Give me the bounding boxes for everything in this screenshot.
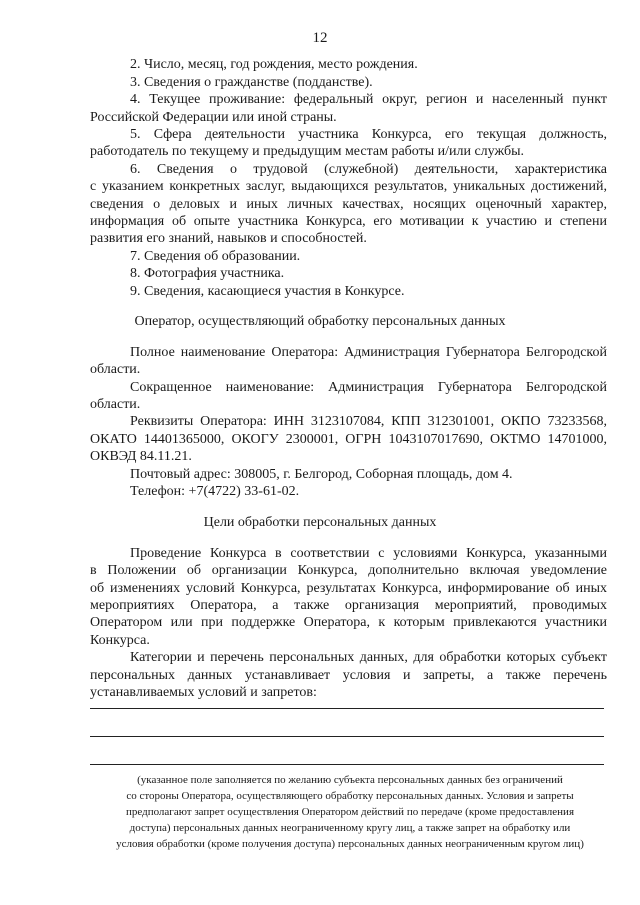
purpose-line: Проведение Конкурса в соответствии с условиями Конкурса, указанными [130,546,607,561]
list-item: с указанием конкретных заслуг, выдающихся результатов, уникальных достижений, [90,179,607,194]
purpose-line: Категории и перечень персональных данных, для обработки которых субъект [130,650,607,665]
fill-in-line [90,708,604,709]
list-item: 2. Число, месяц, год рождения, место рождения. [130,57,418,72]
operator-line: ОКАТО 14401365000, ОКОГУ 2300001, ОГРН 1043107017690, ОКТМО 14701000, [90,432,607,447]
list-item: 9. Сведения, касающиеся участия в Конкурсе. [130,284,405,299]
fill-in-line [90,764,604,765]
list-item: 6. Сведения о трудовой (служебной) деятельности, характеристика [130,162,607,177]
purpose-line: персональных данных устанавливает условия и запреты, а также перечень [90,668,607,683]
purpose-line: Оператором или при поддержке Оператора, к которым привлекаются участники [90,615,607,630]
list-item: 4. Текущее проживание: федеральный округ, регион и населенный пункт [130,92,607,107]
field-note: предполагают запрет осуществления Оператором действий по передаче (кроме предоставления [125,806,575,818]
list-item: информация об опыте участника Конкурса, его мотивации к участию и степени [90,214,607,229]
list-item: развития его знаний, навыков и способностей. [90,231,367,246]
operator-line: ОКВЭД 84.11.21. [90,449,192,464]
list-item: сведения о деловых и иных личных качествах, носящих оценочный характер, [90,197,607,212]
list-item: 3. Сведения о гражданстве (подданстве). [130,75,373,90]
operator-line: области. [90,362,141,377]
operator-line: области. [90,397,141,412]
field-note: условия обработки (кроме получения доступа) персональных данных неограниченным кругом лиц) [116,838,584,850]
section-heading-operator: Оператор, осуществляющий обработку персональных данных [134,314,506,329]
field-note: доступа) персональных данных неограниченному кругу лиц, а также запрет на обработку или [129,822,571,834]
field-note: со стороны Оператора, осуществляющего обработку персональных данных. Условия и запреты [126,790,574,802]
purpose-line: в Положении об организации Конкурса, дополнительно включая уведомление [90,563,607,578]
operator-line: Почтовый адрес: 308005, г. Белгород, Соборная площадь, дом 4. [130,467,513,482]
list-item: работодатель по текущему и предыдущим местам работы и/или службы. [90,144,524,159]
list-item: Российской Федерации или иной страны. [90,110,337,125]
field-note: (указанное поле заполняется по желанию субъекта персональных данных без ограничений [137,774,563,786]
list-item: 5. Сфера деятельности участника Конкурса, его текущая должность, [130,127,607,142]
purpose-line: об изменениях условий Конкурса, результатах Конкурса, информирование об иных [90,581,607,596]
operator-line: Сокращенное наименование: Администрация Губернатора Белгородской [130,380,607,395]
list-item: 7. Сведения об образовании. [130,249,301,264]
purpose-line: Конкурса. [90,633,150,648]
purpose-line: мероприятиях Оператора, а также организация мероприятий, проводимых [90,598,607,613]
purpose-line: устанавливаемых условий и запретов: [90,685,317,700]
operator-line: Реквизиты Оператора: ИНН 3123107084, КПП 312301001, ОКПО 73233568, [130,414,607,429]
section-heading-purposes: Цели обработки персональных данных [203,515,437,530]
fill-in-line [90,736,604,737]
page-number: 12 [312,30,328,46]
list-item: 8. Фотография участника. [130,266,285,281]
operator-line: Телефон: +7(4722) 33-61-02. [130,484,300,499]
operator-line: Полное наименование Оператора: Администрация Губернатора Белгородской [130,345,607,360]
